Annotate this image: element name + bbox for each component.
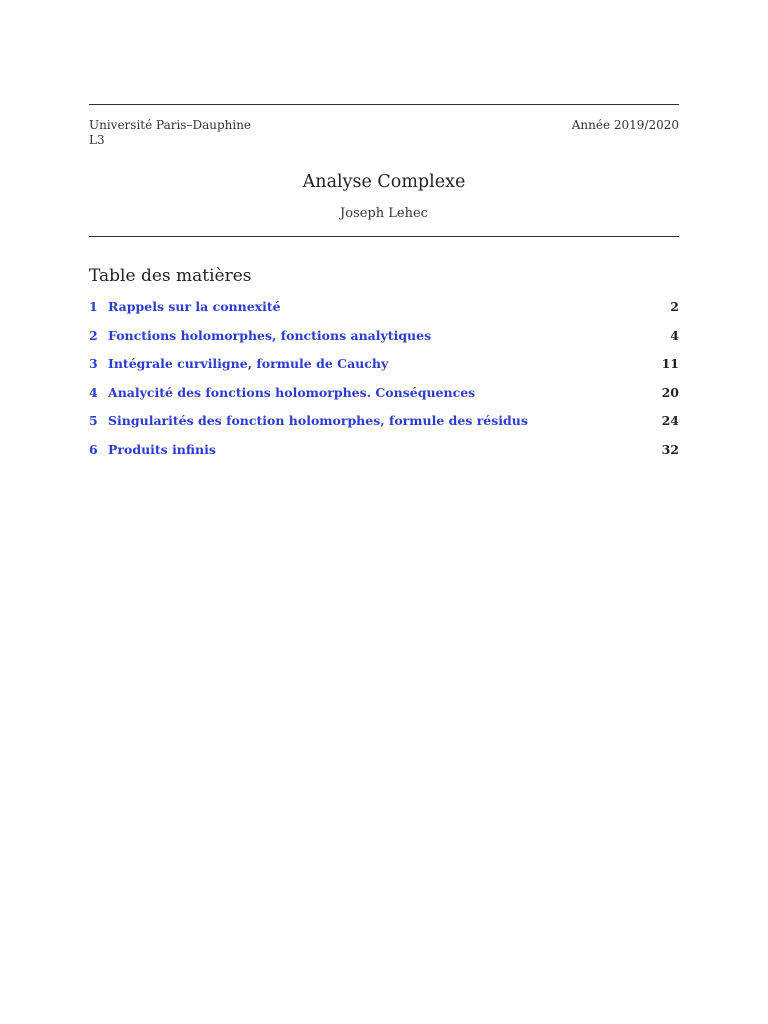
toc-entry-number[interactable]: 6 (89, 441, 98, 457)
toc-entry-1[interactable] (89, 297, 679, 326)
toc-entry-page: 20 (661, 384, 679, 400)
toc-entry-title[interactable]: Singularités des fonction holomorphes, formule des résidus (108, 413, 528, 428)
toc-entry-4[interactable] (89, 383, 679, 412)
toc-entry-number[interactable]: 4 (89, 384, 98, 400)
toc-entry-page: 32 (661, 441, 679, 457)
toc-entry-page: 4 (670, 327, 679, 343)
toc-entry-5[interactable] (89, 411, 679, 440)
course-level: L3 (89, 133, 105, 147)
toc-entry-page: 11 (661, 356, 679, 371)
toc-entry-2[interactable] (89, 326, 679, 355)
header-top-rule (89, 104, 679, 105)
toc-entry-title[interactable]: Intégrale curviligne, formule de Cauchy (108, 356, 389, 371)
toc-entry-number[interactable]: 3 (89, 356, 98, 371)
toc-entry-3[interactable] (89, 354, 679, 383)
toc-heading: Table des matières (89, 266, 252, 286)
document-title: Analyse Complexe (302, 172, 466, 192)
toc-entry-title[interactable]: Produits infinis (108, 441, 216, 457)
toc-entry-6[interactable] (89, 440, 679, 469)
header-bottom-rule (89, 236, 679, 237)
toc-entry-page: 24 (661, 413, 679, 428)
toc-entry-title[interactable]: Fonctions holomorphes, fonctions analytiques (108, 327, 432, 343)
table-of-contents (89, 297, 679, 468)
toc-entry-number[interactable]: 5 (89, 413, 98, 428)
toc-entry-title[interactable]: Rappels sur la connexité (108, 299, 281, 314)
academic-year: Année 2019/2020 (571, 118, 679, 132)
toc-entry-number[interactable]: 2 (89, 327, 98, 343)
institution-name: Université Paris–Dauphine (89, 118, 252, 132)
toc-entry-page: 2 (670, 299, 679, 314)
header-left (89, 118, 251, 148)
document-author: Joseph Lehec (340, 206, 428, 221)
toc-entry-title[interactable]: Analycité des fonctions holomorphes. Conséquences (108, 384, 476, 400)
toc-entry-number[interactable]: 1 (89, 299, 98, 314)
